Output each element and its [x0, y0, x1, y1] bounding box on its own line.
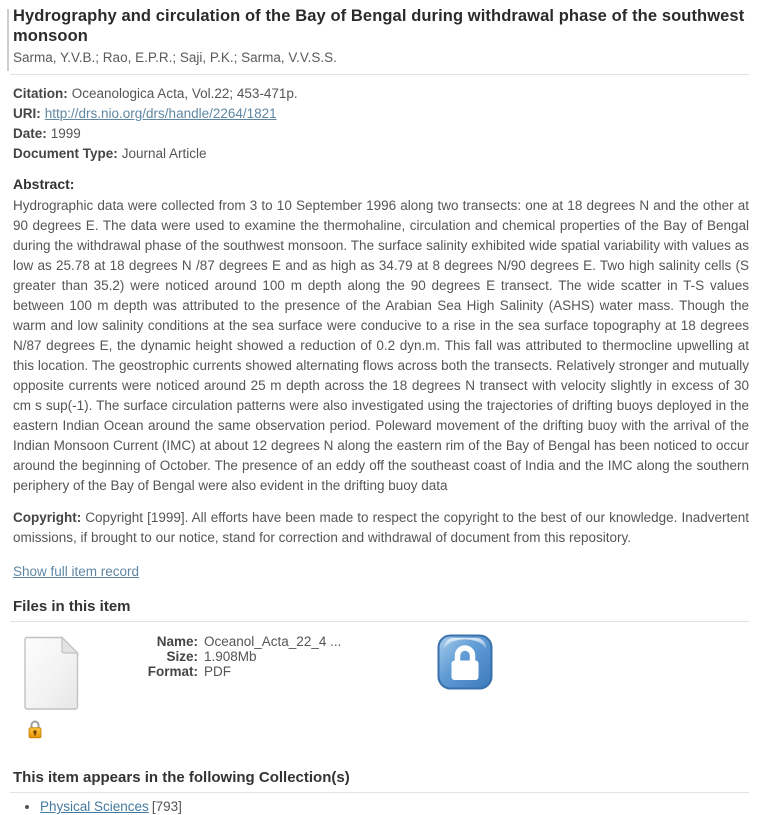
file-format-value: PDF: [204, 664, 231, 679]
date-value: 1999: [50, 126, 81, 141]
copyright-text: Copyright [1999]. All efforts have been made to respect the copyright to the best of our knowledge. Inadvertent omissions, if brought to our notice, stand for correction and withdrawal of document from this repository.: [13, 510, 749, 545]
file-details: [140, 634, 425, 679]
collection-count: [793]: [151, 799, 182, 814]
collections-list: [40, 799, 749, 815]
show-full-item-record-link[interactable]: Show full item record: [13, 564, 140, 579]
copyright-paragraph: [10, 508, 749, 548]
doctype-row: [13, 144, 749, 164]
abstract-text: Hydrographic data were collected from 3 to 10 September 1996 along two transects: one at 18 degrees N and the other at 90 degrees E. The data were used to examine the thermohaline, circulation and chemical properties of the Bay of Bengal during the withdrawal phase of the southwest monsoon. The surface salinity exhibited wide spatial variability with values as low as 25.78 at 18 degrees N /87 degrees E and as high as 34.79 at 8 degrees N/90 degrees E. Two high salinity cells (S greater than 35.2) were noticed around 100 m depth along the 90 degrees E transect. The wide scatter in T-S values between 100 m depth was attributed to the presence of the Arabian Sea High Salinity (ASHS) water mass. Though the warm and low salinity conditions at the sea surface were conducive to a rise in the sea surface topography at 18 degrees N/87 degrees E, the dynamic height showed a reduction of 0.2 dyn.m. This fall was attributed to thermocline upwelling at this location. The geostrophic currents showed alternating flows across both the transects. Relatively stronger and mutually opposite currents were noticed around 25 m depth across the 18 degrees N transect with velocity slightly in excess of 30 cm s sup(-1). The surface circulation patterns were also investigated using the trajectories of drifting buoys deployed in the eastern Indian Ocean around the same observation period. Poleward movement of the drifting buoy with the arrival of the Indian Monsoon Current (IMC) at about 12 degrees N along the eastern rim of the Bay of Bengal has been noticed to occur around the beginning of October. The presence of an eddy off the southeast coast of India and the IMC along the southern periphery of the Bay of Bengal were also evident in the drifting buoy data: [13, 198, 749, 493]
abstract-heading: Abstract:: [13, 176, 75, 192]
file-size-label: Size:: [166, 649, 198, 664]
divider: [10, 74, 749, 75]
uri-row: [13, 104, 749, 124]
divider: [10, 621, 749, 622]
file-icon[interactable]: [25, 636, 79, 712]
uri-link[interactable]: http://drs.nio.org/drs/handle/2264/1821: [44, 106, 277, 121]
files-section-heading: Files in this item: [13, 598, 131, 615]
citation-row: [13, 84, 749, 104]
citation-label: Citation:: [13, 86, 68, 101]
file-format-label: Format:: [147, 664, 198, 679]
restricted-access-icon: [27, 719, 43, 742]
file-name-value: Oceanol_Acta_22_4 ...: [204, 634, 342, 649]
uri-label: URI:: [13, 106, 41, 121]
authors-line: Sarma, Y.V.B.; Rao, E.P.R.; Saji, P.K.; Sarma, V.V.S.S.: [13, 50, 337, 65]
collection-list-item: [40, 799, 749, 815]
citation-value: Oceanologica Acta, Vol.22; 453-471p.: [71, 86, 298, 101]
file-row: [10, 636, 749, 742]
copyright-label: Copyright:: [13, 510, 82, 525]
locked-file-button[interactable]: [437, 634, 493, 693]
page-title: Hydrography and circulation of the Bay of Bengal during withdrawal phase of the southwest monsoon: [13, 7, 745, 45]
collection-link[interactable]: Physical Sciences: [40, 799, 149, 814]
metadata-block: [10, 84, 749, 164]
left-edge-line: [7, 9, 9, 71]
file-size-value: 1.908Mb: [204, 649, 257, 664]
file-icon-column: [25, 636, 140, 712]
doctype-label: Document Type:: [13, 146, 118, 161]
file-name-label: Name:: [156, 634, 198, 649]
divider: [10, 792, 749, 793]
doctype-value: Journal Article: [121, 146, 207, 161]
collections-section-heading: This item appears in the following Collection(s): [13, 769, 350, 786]
date-row: [13, 124, 749, 144]
date-label: Date:: [13, 126, 47, 141]
